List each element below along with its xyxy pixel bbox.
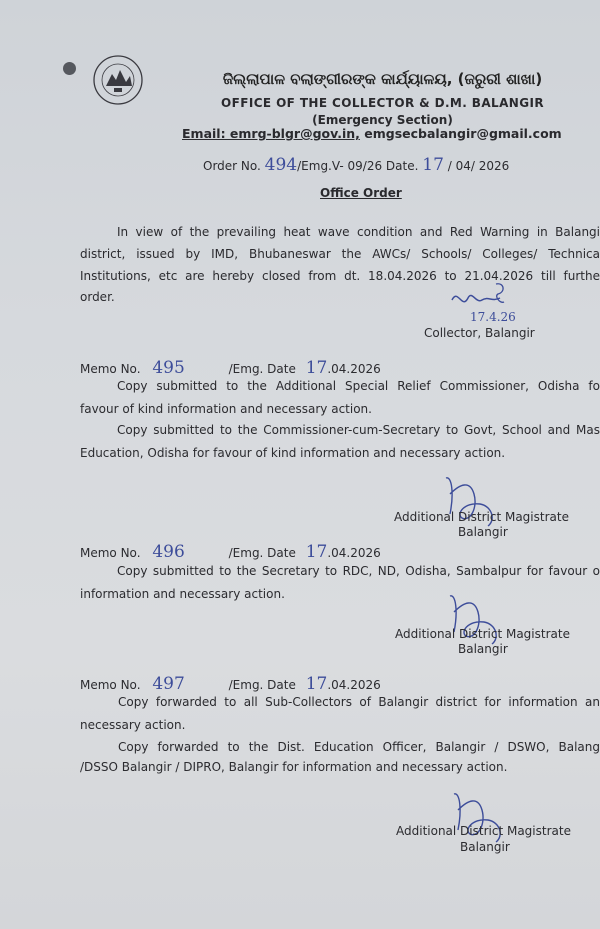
- memo-2-line: [80, 542, 381, 562]
- order-number-handwritten: 494: [264, 155, 298, 175]
- memo-3-prefix: Memo No.: [80, 678, 141, 692]
- memo-1-para-2-line-1: Copy submitted to the Commissioner-cum-Secretary to Govt, School and Mas: [117, 423, 600, 437]
- memo-1-para-1-line-2: favour of kind information and necessary action.: [80, 402, 372, 416]
- order-ref: /Emg.V- 09/26 Date.: [297, 159, 419, 173]
- section-title: (Emergency Section): [312, 113, 453, 127]
- memo-3-day-handwritten: 17: [305, 674, 328, 694]
- collector-sign-title: Collector, Balangir: [424, 326, 535, 340]
- memo-2-day-handwritten: 17: [305, 542, 328, 562]
- memo-3-para-2-line-1: Copy forwarded to the Dist. Education Officer, Balangir / DSWO, Balang: [118, 740, 600, 754]
- order-body-line-4: order.: [80, 290, 115, 304]
- government-seal-icon: [92, 52, 144, 108]
- odia-title: ଜିଲ୍ଲାପାଳ ବଲାଙ୍ଗୀରଙ୍କ କାର୍ଯ୍ୟାଳୟ, (ଜରୁରୀ ଶାଖା): [222, 70, 543, 88]
- memo-1-sign-title: Additional District Magistrate: [394, 510, 569, 524]
- memo-2-prefix: Memo No.: [80, 546, 141, 560]
- order-body-line-3: Institutions, etc are hereby closed from dt. 18.04.2026 to 21.04.2026 till furthe: [80, 269, 600, 283]
- collector-sign-date: 17.4.26: [470, 310, 516, 324]
- memo-3-number-handwritten: 497: [152, 674, 185, 694]
- memo-2-sign-title: Additional District Magistrate: [395, 627, 570, 641]
- memo-1-prefix: Memo No.: [80, 362, 141, 376]
- memo-3-para-1-line-1: Copy forwarded to all Sub-Collectors of Balangir district for information an: [118, 695, 600, 709]
- memo-1-para-2-line-2: Education, Odisha for favour of kind information and necessary action.: [80, 446, 506, 460]
- memo-2-para-1-line-2: information and necessary action.: [80, 587, 285, 601]
- punch-hole: [63, 62, 76, 75]
- memo-2-mid: /Emg. Date: [228, 546, 296, 560]
- memo-1-number-handwritten: 495: [152, 358, 185, 378]
- order-number-line: [203, 155, 509, 175]
- order-day-handwritten: 17: [422, 155, 444, 175]
- memo-2-para-1-line-1: Copy submitted to the Secretary to RDC, ND, Odisha, Sambalpur for favour o: [117, 564, 600, 578]
- order-date-rest: / 04/ 2026: [447, 159, 510, 173]
- memo-1-para-1-line-1: Copy submitted to the Additional Special Relief Commissioner, Odisha fo: [117, 379, 600, 393]
- office-order-title: Office Order: [320, 186, 402, 200]
- email-line: [182, 126, 562, 141]
- memo-1-sign-place: Balangir: [458, 525, 508, 539]
- email-secondary: emgsecbalangir@gmail.com: [359, 126, 562, 141]
- order-body-line-2: district, issued by IMD, Bhubaneswar the AWCs/ Schools/ Colleges/ Technica: [80, 247, 600, 261]
- office-title: OFFICE OF THE COLLECTOR & D.M. BALANGIR: [221, 96, 544, 110]
- memo-3-para-1-line-2: necessary action.: [80, 718, 186, 732]
- memo-1-mid: /Emg. Date: [228, 362, 296, 376]
- memo-3-date-rest: .04.2026: [327, 678, 381, 692]
- email-primary: Email: emrg-blgr@gov.in,: [182, 126, 360, 141]
- memo-2-sign-place: Balangir: [458, 642, 508, 656]
- memo-2-number-handwritten: 496: [152, 542, 185, 562]
- memo-1-date-rest: .04.2026: [327, 362, 381, 376]
- memo-3-mid: /Emg. Date: [228, 678, 296, 692]
- order-prefix: Order No.: [203, 159, 261, 173]
- memo-2-date-rest: .04.2026: [327, 546, 381, 560]
- memo-3-para-2-line-2: /DSSO Balangir / DIPRO, Balangir for information and necessary action.: [80, 760, 508, 774]
- memo-1-day-handwritten: 17: [305, 358, 328, 378]
- order-body-line-1: In view of the prevailing heat wave condition and Red Warning in Balangi: [117, 225, 600, 239]
- memo-3-sign-place: Balangir: [460, 840, 510, 854]
- memo-3-sign-title: Additional District Magistrate: [396, 824, 571, 838]
